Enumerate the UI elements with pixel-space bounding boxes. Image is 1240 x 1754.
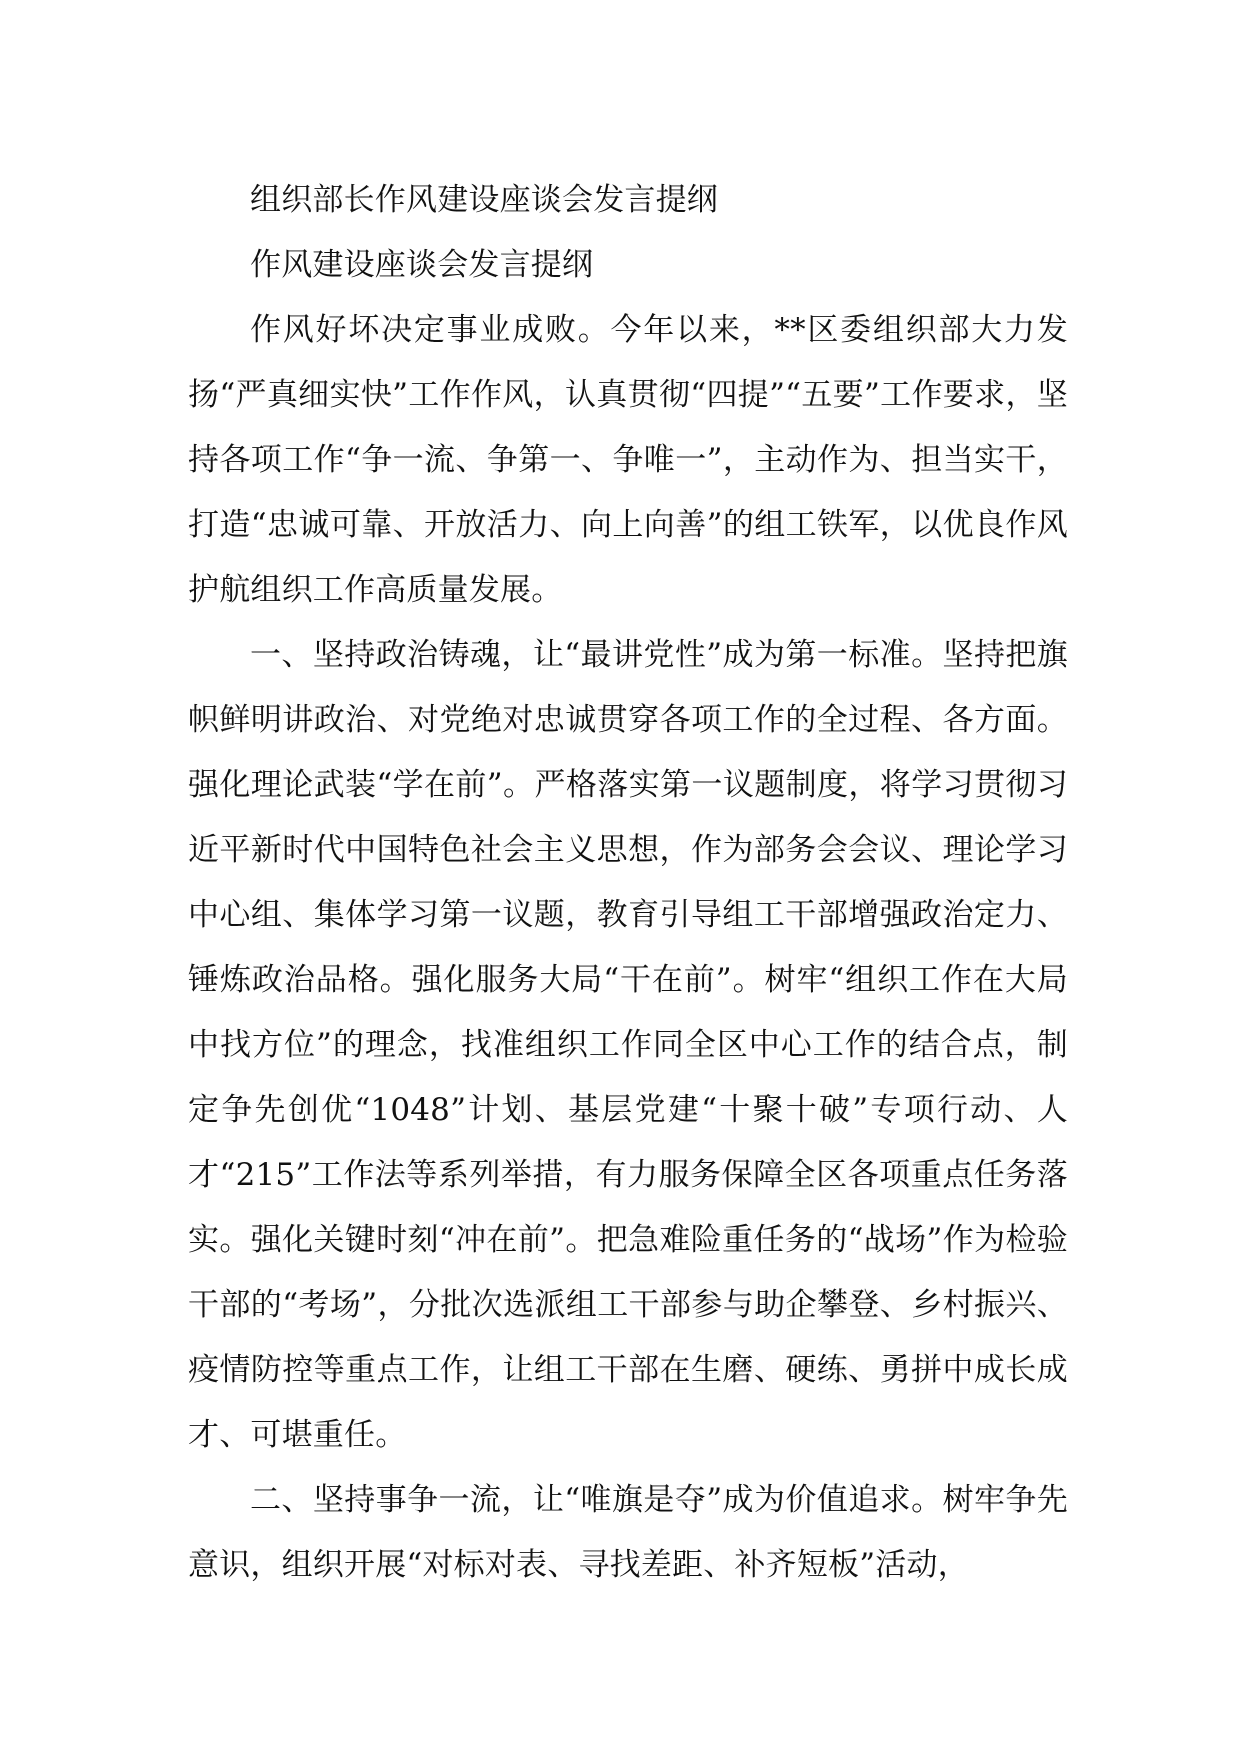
document-subtitle: 作风建设座谈会发言提纲 bbox=[250, 247, 594, 283]
paragraph-section-2: 二、坚持事争一流，让“唯旗是夺”成为价值追求。树牢争先意识，组织开展“对标对表、寻找差距、补齐短板”活动， bbox=[188, 1482, 1068, 1583]
document-body bbox=[188, 168, 1068, 1598]
paragraph-section-1: 一、坚持政治铸魂，让“最讲党性”成为第一标准。坚持把旗帜鲜明讲政治、对党绝对忠诚贯穿各项工作的全过程、各方面。强化理论武装“学在前”。严格落实第一议题制度，将学习贯彻习近平新时代中国特色社会主义思想，作为部务会会议、理论学习中心组、集体学习第一议题，教育引导组工干部增强政治定力、锤炼政治品格。强化服务大局“干在前”。树牢“组织工作在大局中找方位”的理念，找准组织工作同全区中心工作的结合点，制定争先创优“1048”计划、基层党建“十聚十破”专项行动、人才“215”工作法等系列举措，有力服务保障全区各项重点任务落实。强化关键时刻“冲在前”。把急难险重任务的“战场”作为检验干部的“考场”，分批次选派组工干部参与助企攀登、乡村振兴、疫情防控等重点工作，让组工干部在生磨、硬练、勇拼中成长成才、可堪重任。 bbox=[188, 637, 1068, 1453]
document-title: 组织部长作风建设座谈会发言提纲 bbox=[250, 182, 718, 218]
paragraph-intro: 作风好坏决定事业成败。今年以来，**区委组织部大力发扬“严真细实快”工作作风，认真贯彻“四提”“五要”工作要求，坚持各项工作“争一流、争第一、争唯一”，主动作为、担当实干，打造“忠诚可靠、开放活力、向上向善”的组工铁军，以优良作风护航组织工作高质量发展。 bbox=[188, 312, 1068, 608]
